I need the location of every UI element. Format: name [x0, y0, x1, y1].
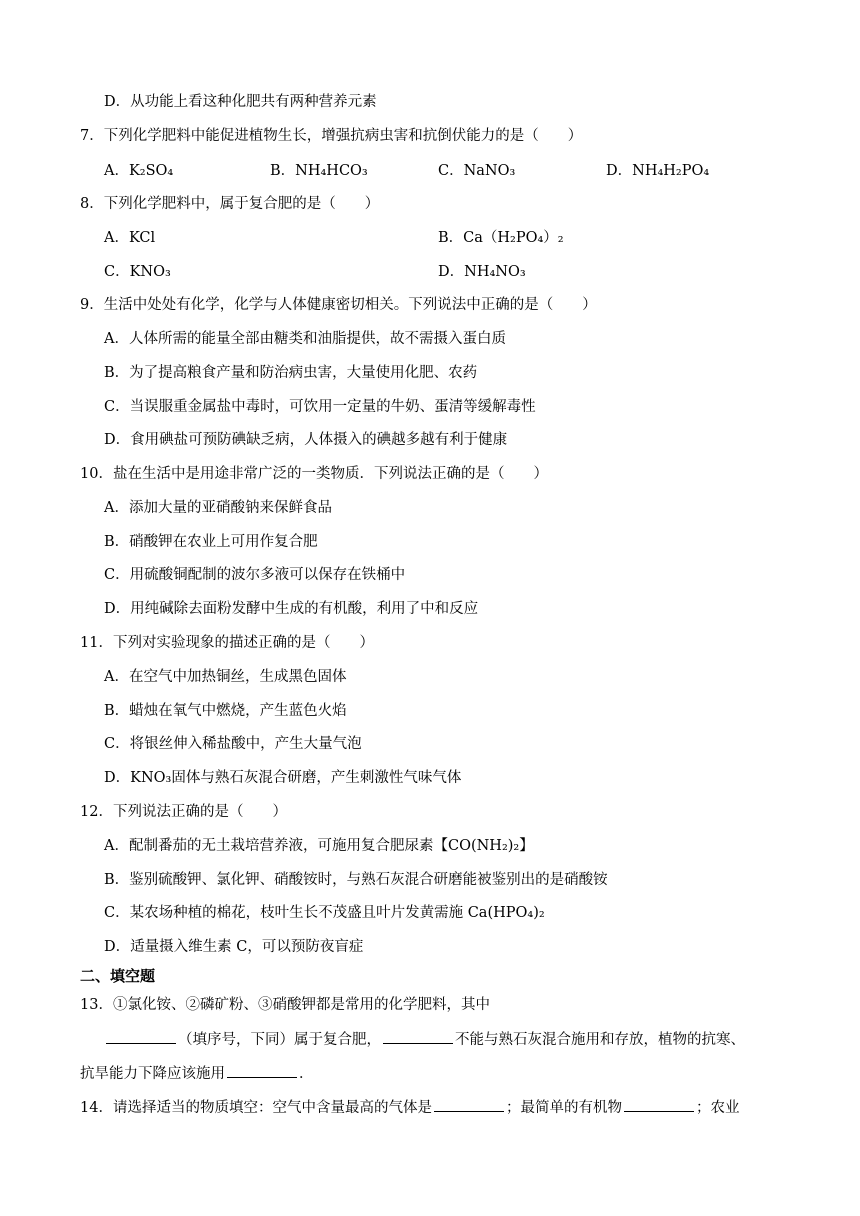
q14-line-1: 14．请选择适当的物质填空：空气中含量最高的气体是 ；最简单的有机物 ；农业 — [80, 1097, 739, 1118]
q8-option-c: C．KNO₃ — [104, 264, 171, 280]
q8-option-a: A．KCl — [104, 230, 156, 246]
q8-option-b: B．Ca（H₂PO₄）₂ — [438, 230, 564, 246]
q9-option-c: C．当误服重金属盐中毒时，可饮用一定量的牛奶、蛋清等缓解毒性 — [104, 399, 536, 415]
q6-option-d: D．从功能上看这种化肥共有两种营养元素 — [104, 94, 377, 110]
q12-stem: 12．下列说法正确的是（ ） — [80, 804, 287, 820]
q11-option-d: D．KNO₃固体与熟石灰混合研磨，产生刺激性气味气体 — [104, 770, 462, 786]
q10-option-d: D．用纯碱除去面粉发酵中生成的有机酸，利用了中和反应 — [104, 601, 479, 617]
q13-line-2: （填序号，下同）属于复合肥， 不能与熟石灰混合施用和存放，植物的抗寒、 — [104, 1029, 745, 1050]
q7-option-b: B．NH₄HCO₃ — [270, 163, 368, 179]
q7-option-d: D．NH₄H₂PO₄ — [606, 163, 710, 179]
q9-option-d: D．食用碘盐可预防碘缺乏病，人体摄入的碘越多越有利于健康 — [104, 432, 508, 448]
q10-stem: 10．盐在生活中是用途非常广泛的一类物质．下列说法正确的是（ ） — [80, 466, 548, 482]
section-heading-fill-in: 二、填空题 — [80, 967, 156, 985]
q12-option-d: D．适量摄入维生素 C，可以预防夜盲症 — [104, 939, 364, 955]
q11-option-c: C．将银丝伸入稀盐酸中，产生大量气泡 — [104, 736, 362, 752]
q7-stem: 7．下列化学肥料中能促进植物生长，增强抗病虫害和抗倒伏能力的是（ ） — [80, 128, 583, 144]
q7-option-c: C．NaNO₃ — [438, 163, 516, 179]
q11-option-a: A．在空气中加热铜丝，生成黑色固体 — [104, 669, 347, 685]
q12-option-a: A．配制番茄的无土栽培营养液，可施用复合肥尿素【CO(NH₂)₂】 — [104, 838, 534, 854]
q7-option-a: A．K₂SO₄ — [104, 163, 174, 179]
q11-option-b: B．蜡烛在氧气中燃烧，产生蓝色火焰 — [104, 703, 347, 719]
q13-line-3: 抗旱能力下降应该施用 ． — [80, 1063, 314, 1084]
q14-blank-2[interactable] — [624, 1097, 694, 1112]
q10-option-c: C．用硫酸铜配制的波尔多液可以保存在铁桶中 — [104, 567, 406, 583]
q10-option-a: A．添加大量的亚硝酸钠来保鲜食品 — [104, 500, 332, 516]
q12-option-c: C．某农场种植的棉花，枝叶生长不茂盛且叶片发黄需施 Ca(HPO₄)₂ — [104, 905, 545, 921]
q9-stem: 9．生活中处处有化学，化学与人体健康密切相关。下列说法中正确的是（ ） — [80, 297, 597, 313]
q12-option-b: B．鉴别硫酸钾、氯化钾、硝酸铵时，与熟石灰混合研磨能被鉴别出的是硝酸铵 — [104, 872, 608, 888]
q13-blank-2[interactable] — [383, 1029, 453, 1044]
q14-blank-1[interactable] — [434, 1097, 504, 1112]
q8-option-d: D．NH₄NO₃ — [438, 264, 526, 280]
q8-stem: 8．下列化学肥料中，属于复合肥的是（ ） — [80, 196, 380, 212]
q11-stem: 11．下列对实验现象的描述正确的是（ ） — [80, 635, 374, 651]
q13-blank-1[interactable] — [106, 1029, 176, 1044]
q9-option-a: A．人体所需的能量全部由糖类和油脂提供，故不需摄入蛋白质 — [104, 331, 506, 347]
q13-line-1: 13．①氯化铵、②磷矿粉、③硝酸钾都是常用的化学肥料，其中 — [80, 997, 490, 1013]
q10-option-b: B．硝酸钾在农业上可用作复合肥 — [104, 534, 318, 550]
q13-blank-3[interactable] — [227, 1063, 297, 1078]
q9-option-b: B．为了提高粮食产量和防治病虫害，大量使用化肥、农药 — [104, 365, 478, 381]
